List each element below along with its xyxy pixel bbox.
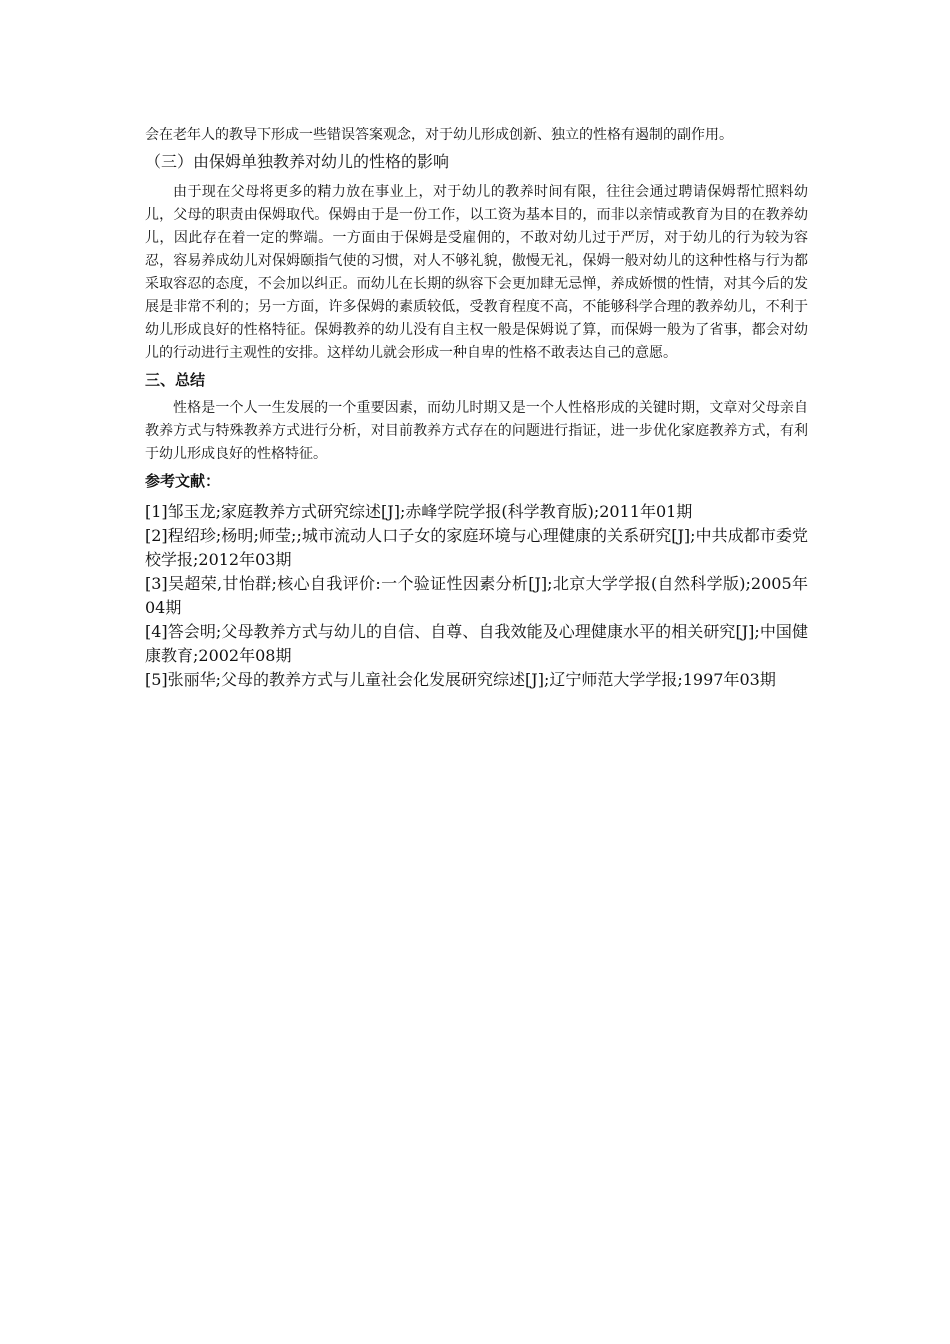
references-heading: 参考文献： xyxy=(145,472,221,490)
references-list xyxy=(145,500,808,692)
subsection-paragraph: 由于现在父母将更多的精力放在事业上，对于幼儿的教养时间有限，往往会通过聘请保姆帮忙照料幼儿，父母的职责由保姆取代。保姆由于是一份工作，以工资为基本目的，而非以亲情或教育为目的在教养幼儿，因此存在着一定的弊端。一方面由于保姆是受雇佣的，不敢对幼儿过于严厉，对于幼儿的行为较为容忍，容易养成幼儿对保姆颐指气使的习惯，对人不够礼貌，傲慢无礼，保姆一般对幼儿的这种性格与行为都采取容忍的态度，不会加以纠正。而幼儿在长期的纵容下会更加肆无忌惮，养成娇惯的性情，对其今后的发展是非常不利的；另一方面，许多保姆的素质较低，受教育程度不高，不能够科学合理的教养幼儿，不利于幼儿形成良好的性格特征。保姆教养的幼儿没有自主权一般是保姆说了算，而保姆一般为了省事，都会对幼儿的行动进行主观性的安排。这样幼儿就会形成一种自卑的性格不敢表达自己的意愿。 xyxy=(145,184,808,361)
reference-item: [1]邹玉龙;家庭教养方式研究综述[J];赤峰学院学报(科学教育版);2011年01期 xyxy=(145,502,693,521)
section-heading: 三、总结 xyxy=(145,371,206,389)
reference-item: [4]答会明;父母教养方式与幼儿的自信、自尊、自我效能及心理健康水平的相关研究[J];中国健康教育;2002年08期 xyxy=(145,622,808,665)
reference-item: [5]张丽华;父母的教养方式与儿童社会化发展研究综述[J];辽宁师范大学学报;1997年03期 xyxy=(145,670,776,689)
reference-item: [3]吴超荣,甘怡群;核心自我评价:一个验证性因素分析[J];北京大学学报(自然科学版);2005年04期 xyxy=(145,574,808,617)
document-body xyxy=(145,124,808,692)
intro-paragraph: 会在老年人的教导下形成一些错误答案观念，对于幼儿形成创新、独立的性格有遏制的副作用。 xyxy=(145,127,733,143)
subsection-heading: （三）由保姆单独教养对幼儿的性格的影响 xyxy=(145,152,450,171)
reference-item: [2]程绍珍;杨明;师莹;;城市流动人口子女的家庭环境与心理健康的关系研究[J];中共成都市委党校学报;2012年03期 xyxy=(145,526,808,569)
conclusion-paragraph: 性格是一个人一生发展的一个重要因素，而幼儿时期又是一个人性格形成的关键时期，文章对父母亲自教养方式与特殊教养方式进行分析，对目前教养方式存在的问题进行指证，进一步优化家庭教养方式，有利于幼儿形成良好的性格特征。 xyxy=(145,400,808,462)
